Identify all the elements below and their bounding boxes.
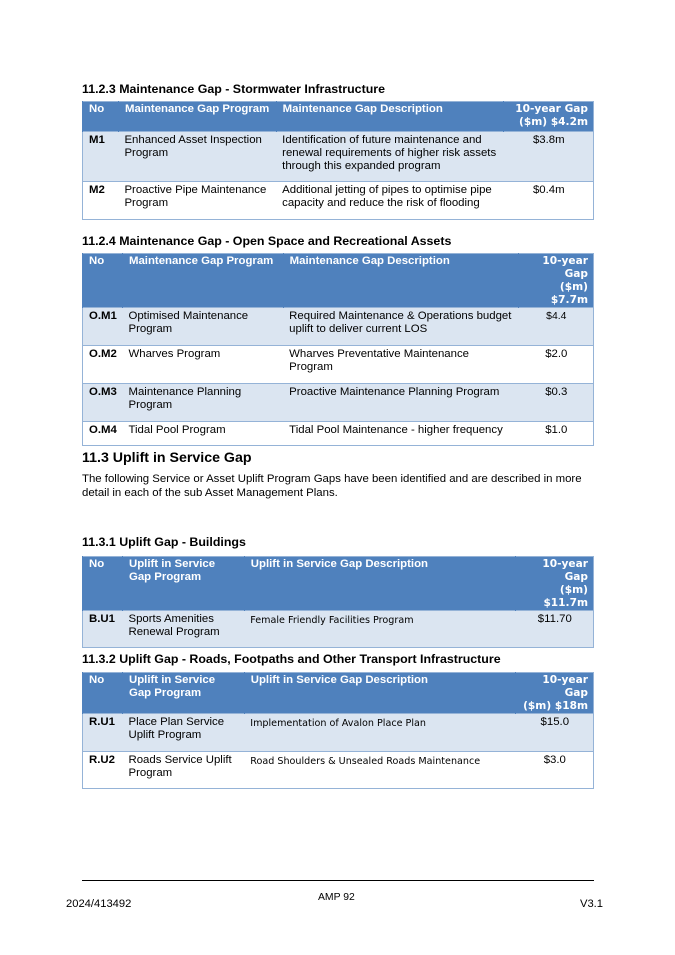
row-program: Maintenance Planning Program <box>122 384 283 422</box>
table-header-row <box>83 673 594 714</box>
row-gap-value: $4.4 <box>519 308 594 346</box>
section-heading-stormwater: 11.2.3 Maintenance Gap - Stormwater Infrastructure <box>82 82 385 96</box>
document-reference: 2024/413492 <box>66 898 132 910</box>
row-gap-value: $2.0 <box>519 346 594 384</box>
roads-uplift-table <box>82 672 594 789</box>
col-header-gap: 10-year Gap ($m) $18m <box>516 673 594 714</box>
col-header-description: Maintenance Gap Description <box>283 254 518 308</box>
open-space-gap-table <box>82 253 594 446</box>
row-program: Proactive Pipe Maintenance Program <box>118 182 276 220</box>
row-gap-value: $1.0 <box>519 422 594 446</box>
col-header-description: Uplift in Service Gap Description <box>244 673 515 714</box>
col-header-gap: 10-year Gap ($m) $7.7m <box>519 254 594 308</box>
intro-paragraph: The following Service or Asset Uplift Program Gaps have been identified and are described in more detail in each of the sub Asset Management Plans. <box>82 473 582 499</box>
table-header-row <box>83 102 594 132</box>
col-header-no: No <box>83 673 123 714</box>
footer-divider <box>82 880 594 881</box>
stormwater-gap-table <box>82 101 594 220</box>
row-program: Roads Service Uplift Program <box>122 752 244 789</box>
table-row <box>83 384 594 422</box>
section-heading-open-space: 11.2.4 Maintenance Gap - Open Space and Recreational Assets <box>82 234 452 248</box>
row-no: R.U1 <box>83 714 123 752</box>
row-gap-value: $3.0 <box>516 752 594 789</box>
row-description: Road Shoulders & Unsealed Roads Maintenance <box>244 752 515 789</box>
page-number: AMP 92 <box>318 892 355 903</box>
row-description: Additional jetting of pipes to optimise pipe capacity and reduce the risk of flooding <box>276 182 503 220</box>
row-gap-value: $3.8m <box>504 132 594 182</box>
row-no: O.M2 <box>83 346 123 384</box>
section-heading-roads: 11.3.2 Uplift Gap - Roads, Footpaths and Other Transport Infrastructure <box>82 652 501 666</box>
row-no: R.U2 <box>83 752 123 789</box>
document-version: V3.1 <box>580 898 604 910</box>
col-header-program: Uplift in Service Gap Program <box>122 673 244 714</box>
row-description: Female Friendly Facilities Program <box>244 611 515 648</box>
table-row <box>83 611 594 648</box>
row-program: Wharves Program <box>122 346 283 384</box>
table-row <box>83 714 594 752</box>
row-description: Required Maintenance & Operations budget uplift to deliver current LOS <box>283 308 518 346</box>
col-header-program: Maintenance Gap Program <box>122 254 283 308</box>
row-description: Proactive Maintenance Planning Program <box>283 384 518 422</box>
table-row <box>83 422 594 446</box>
row-description: Identification of future maintenance and renewal requirements of higher risk assets through this expanded program <box>276 132 503 182</box>
section-heading-uplift: 11.3 Uplift in Service Gap <box>82 450 252 466</box>
table-row <box>83 752 594 789</box>
row-program: Tidal Pool Program <box>122 422 283 446</box>
row-gap-value: $0.4m <box>504 182 594 220</box>
col-header-gap: 10-year Gap ($m) $4.2m <box>504 102 594 132</box>
row-program: Optimised Maintenance Program <box>122 308 283 346</box>
row-description: Implementation of Avalon Place Plan <box>244 714 515 752</box>
col-header-description: Maintenance Gap Description <box>276 102 503 132</box>
row-no: B.U1 <box>83 611 123 648</box>
col-header-program: Maintenance Gap Program <box>118 102 276 132</box>
col-header-no: No <box>83 557 123 611</box>
table-header-row <box>83 557 594 611</box>
row-program: Sports Amenities Renewal Program <box>122 611 244 648</box>
col-header-description: Uplift in Service Gap Description <box>244 557 515 611</box>
row-no: O.M3 <box>83 384 123 422</box>
table-row <box>83 308 594 346</box>
table-row <box>83 182 594 220</box>
col-header-no: No <box>83 102 119 132</box>
section-heading-buildings: 11.3.1 Uplift Gap - Buildings <box>82 535 246 549</box>
row-no: M1 <box>83 132 119 182</box>
row-gap-value: $0.3 <box>519 384 594 422</box>
col-header-program: Uplift in Service Gap Program <box>122 557 244 611</box>
table-header-row <box>83 254 594 308</box>
row-no: O.M4 <box>83 422 123 446</box>
table-row <box>83 132 594 182</box>
row-gap-value: $11.70 <box>516 611 594 648</box>
row-program: Enhanced Asset Inspection Program <box>118 132 276 182</box>
col-header-no: No <box>83 254 123 308</box>
table-row <box>83 346 594 384</box>
row-no: O.M1 <box>83 308 123 346</box>
buildings-uplift-table <box>82 556 594 648</box>
row-program: Place Plan Service Uplift Program <box>122 714 244 752</box>
row-description: Tidal Pool Maintenance - higher frequency <box>283 422 518 446</box>
row-gap-value: $15.0 <box>516 714 594 752</box>
row-description: Wharves Preventative Maintenance Program <box>283 346 518 384</box>
row-no: M2 <box>83 182 119 220</box>
col-header-gap: 10-year Gap ($m) $11.7m <box>516 557 594 611</box>
